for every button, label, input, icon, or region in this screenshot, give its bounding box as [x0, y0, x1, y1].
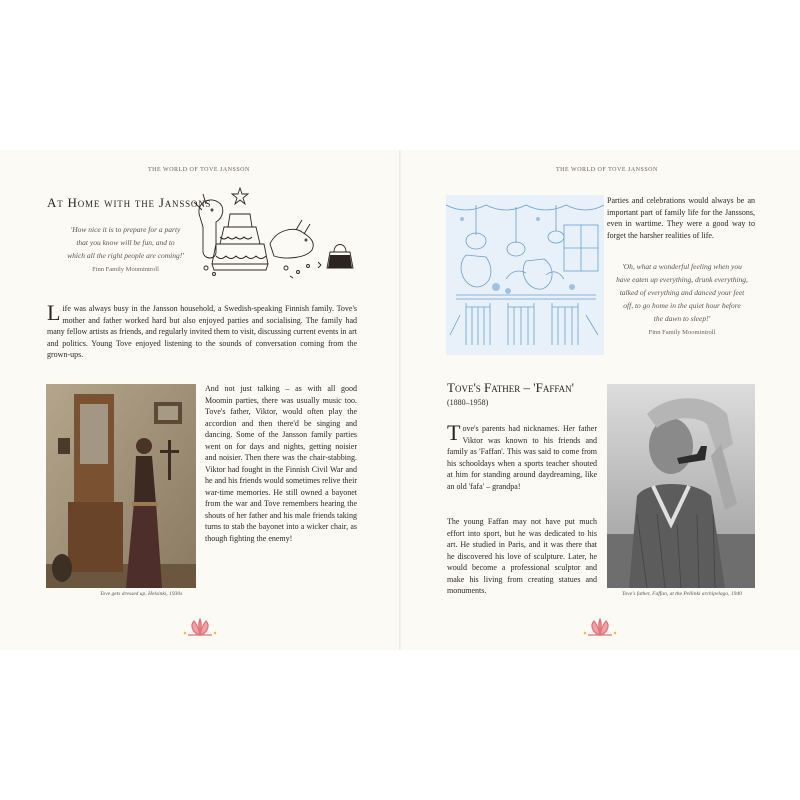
left-page-title: At Home with the Janssons	[47, 195, 212, 210]
faffan-section-title: Tove's Father – 'Faffan'	[447, 380, 575, 395]
right-quote-line: 'Oh, what a wonderful feeling when you	[622, 262, 742, 271]
blue-illustration-drawing	[446, 195, 604, 355]
right-quote-line: have eaten up everything, drunk everything,	[616, 275, 748, 284]
right-quote-line: off, to go home in the quiet hour before	[623, 301, 741, 310]
left-intro-text: ife was always busy in the Jansson household, a Swedish-speaking Finnish family. Tove's mother and father worked hard but also enjoyed parties and socialising. The family had many fellow artists as friends, and regularly invited them to visit, discussing current events in art and politics. Young Tove enjoyed listening to the sounds of conversation coming from the grown-ups.	[47, 304, 357, 359]
faffan-photo-caption: Tove's father, Faffan, at the Pellinki archipelago, 1940	[622, 591, 742, 597]
book-spread	[0, 150, 800, 650]
left-running-header: THE WORLD OF TOVE JANSSON	[148, 167, 250, 173]
faffan-photo	[607, 384, 755, 588]
right-quote-line: talked of everything and danced your feet	[619, 288, 745, 297]
faffan-paragraph-1	[447, 420, 597, 492]
right-running-header: THE WORLD OF TOVE JANSSON	[556, 167, 658, 173]
right-quote-line: the dawn to sleep!'	[653, 314, 711, 323]
left-quote-line: that you know will be fun, and to	[76, 238, 175, 247]
moomin-party-illustration	[190, 182, 365, 282]
left-quote	[48, 223, 203, 262]
right-dropcap: T	[447, 420, 461, 445]
flower-ornament-icon	[580, 617, 620, 639]
left-quote-source: Finn Family Moomintroll	[92, 266, 159, 273]
left-quote-line: 'How nice it is to prepare for a party	[70, 225, 181, 234]
tove-photo-caption: Tove gets dressed up, Helsinki, 1930s	[100, 591, 183, 597]
left-intro-paragraph	[47, 300, 357, 361]
left-quote-line: which all the right people are coming!'	[67, 251, 184, 260]
faffan-paragraph-1-text: ove's parents had nicknames. Her father Viktor was known to his friends and family as 'Faffan'. This was said to come from his schooldays when a sports teacher shouted at him for standing around daydreaming, like an old 'fafa' – grandpa!	[447, 424, 597, 491]
flower-ornament-icon	[180, 617, 220, 639]
book-gutter	[399, 150, 401, 650]
right-quote	[607, 260, 757, 325]
left-dropcap: L	[47, 300, 61, 325]
faffan-years: (1880–1958)	[447, 398, 489, 407]
tove-photo	[46, 384, 196, 588]
tove-photo-image	[46, 384, 196, 588]
faffan-paragraph-2: The young Faffan may not have put much effort into sport, but he was dedicated to his art. He studied in Paris, and it was there that he discovered his love of sculpture. Later, he would become a professional sculptor and make his living from creating statues and monuments.	[447, 517, 597, 595]
faffan-photo-image	[607, 384, 755, 588]
blue-party-illustration	[446, 195, 604, 355]
left-body-paragraph: And not just talking – as with all good Moomin parties, there was usually music too. Tove's father, Viktor, would often play the accordion and then there'd be singing and dancing. Some of the Jansson family parties went on for days and nights, getting noisier and noisier. Then there was the chair-stabbing. Viktor had fought in the Finnish Civil War and he and his friends would sometimes relive their war-time memories. He still owned a bayonet from the war and Tove remembers hearing the shouts of her father and his male friends taking turns to stab the bayonet into a wicker chair, as though fighting the enemy!	[205, 384, 357, 543]
right-quote-source: Finn Family Moomintroll	[648, 329, 716, 336]
right-intro-paragraph: Parties and celebrations would always be an important part of family life for the Janssons, even in wartime. They were a good way to forget the harsher realities of life.	[607, 196, 755, 240]
